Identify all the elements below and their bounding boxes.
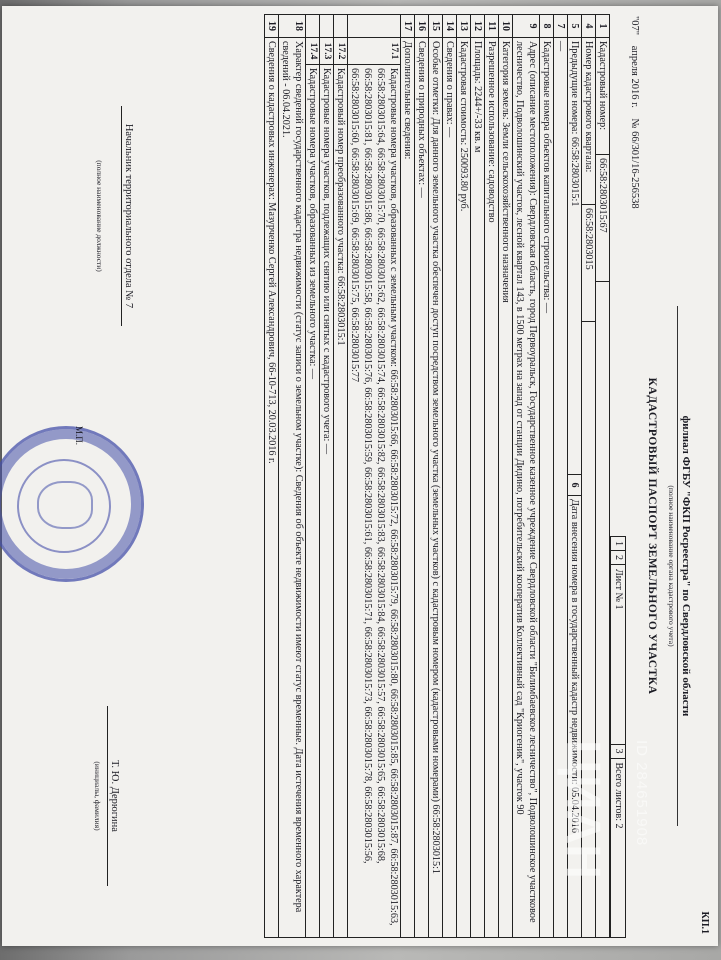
sheet-number: Лист № 1 bbox=[611, 565, 625, 745]
form-row bbox=[347, 15, 400, 937]
form-row bbox=[414, 15, 428, 937]
form-row bbox=[305, 15, 319, 937]
seal-emblem-icon bbox=[37, 481, 93, 529]
rights-value: — bbox=[444, 127, 455, 138]
row-number: 7 bbox=[554, 15, 567, 38]
organization-caption: (полное наименование органа кадастрового учета) bbox=[667, 306, 678, 826]
row-number: 4 bbox=[582, 15, 595, 38]
natural-objects-value: — bbox=[416, 187, 427, 198]
additional-info-label: Дополнительные сведения: bbox=[402, 41, 413, 160]
form-row bbox=[512, 15, 539, 937]
transformed-parcel: Кадастровый номер преобразованного участка: 66:58:2803015:1 bbox=[335, 68, 346, 346]
listing-watermark bbox=[540, 740, 660, 910]
document-title: КАДАСТРОВЫЙ ПАСПОРТ ЗЕМЕЛЬНОГО УЧАСТКА bbox=[646, 377, 658, 695]
official-name-caption: (инициалы, фамилия) bbox=[93, 761, 102, 831]
seal-place-mark: М.П. bbox=[74, 426, 84, 446]
date-month-year: апреля 2016 г. bbox=[629, 45, 640, 108]
form-row bbox=[278, 15, 305, 937]
form-row bbox=[470, 15, 484, 937]
watermark-logo: ЦИАН bbox=[556, 740, 609, 879]
row-number: 8 bbox=[540, 15, 553, 38]
official-seal-stamp bbox=[0, 426, 144, 582]
form-row bbox=[442, 15, 456, 937]
sheet-col-3: 3 bbox=[611, 745, 625, 759]
row-number: 11 bbox=[485, 15, 498, 38]
special-notes: Особые отметки: Для данного земельного участка обеспечен доступ посредством земельного участка (земельных участков) с кадастровым номером (кадастровыми номерами) 66:58:2803015:1 bbox=[430, 41, 441, 875]
organization-name: филиал ФГБУ "ФКП Росреестра" по Свердловской области bbox=[680, 415, 692, 717]
row-number: 18 bbox=[279, 15, 305, 38]
row-number: 17.1 bbox=[348, 38, 400, 65]
land-category: Категория земель: Земли сельскохозяйственного назначения bbox=[500, 41, 511, 303]
form-row bbox=[265, 15, 278, 937]
official-position-caption: (полное наименование должности) bbox=[95, 160, 104, 272]
permitted-use: Разрешенное использование: садоводство bbox=[486, 41, 497, 223]
row-7-value: — bbox=[555, 41, 566, 52]
document-number: № 66/301/16-256538 bbox=[629, 118, 640, 209]
form-row bbox=[333, 15, 347, 937]
quarter-number-value: 66:58:2803015 bbox=[582, 205, 595, 322]
form-row bbox=[498, 15, 512, 937]
row-number: 17.2 bbox=[334, 38, 347, 65]
row-number: 6 bbox=[568, 475, 581, 496]
form-row bbox=[456, 15, 470, 937]
previous-numbers: Предыдущие номера: 66:58:2803015:1 bbox=[568, 38, 581, 475]
form-row bbox=[400, 15, 414, 937]
removed-parcels-label: Кадастровые номера участков, подлежащих снятию или снятых с кадастрового учета: bbox=[321, 68, 332, 442]
row-number: 14 bbox=[443, 15, 456, 38]
removed-parcels-value: — bbox=[321, 443, 332, 455]
rights-label: Сведения о правах: bbox=[444, 41, 455, 125]
form-row bbox=[484, 15, 498, 937]
row-number: 10 bbox=[499, 15, 512, 38]
official-position: Начальник территориального отдела № 7 bbox=[121, 106, 134, 326]
row-number: 12 bbox=[471, 15, 484, 38]
quarter-number-label: Номер кадастрового квартала: bbox=[582, 38, 595, 205]
row-number: 16 bbox=[415, 15, 428, 38]
signature-block bbox=[24, 66, 144, 926]
document-date-line bbox=[629, 16, 640, 217]
row-number: 9 bbox=[513, 15, 539, 38]
watermark-id: ID 284651908 bbox=[633, 740, 650, 847]
cadastral-value: Кадастровая стоимость: 250093.80 руб. bbox=[458, 41, 469, 212]
registration-date: Дата внесения номера в государственный кадастр недвижимости: 05.04.2016 bbox=[569, 499, 580, 833]
capital-construction-label: Кадастровые номера объектов капитального строительства: bbox=[541, 41, 552, 301]
cadastral-engineers: Сведения о кадастровых инженерах: Мазурченко Сергей Александрович, 66-10-713, 20.03.2016 г. bbox=[266, 41, 277, 464]
cadastral-number-label: Кадастровый номер: bbox=[596, 38, 609, 155]
natural-objects-label: Сведения о природных объектах: bbox=[416, 41, 427, 186]
row-number: 17.4 bbox=[306, 38, 319, 65]
record-status: Характер сведений государственного кадастра недвижимости (статус записи о земельном участке): Сведения об объекте недвижимости имеют статус временные. Дата истечения временного характера сведений - 06.04.2021. bbox=[280, 41, 304, 913]
row-number: 19 bbox=[265, 15, 278, 38]
derived-parcels-value: — bbox=[307, 368, 318, 380]
derived-parcels-label: Кадастровые номера участков, образованных из земельного участка: bbox=[307, 68, 318, 367]
form-row bbox=[319, 15, 333, 937]
address-description: Адрес (описание местоположения): Свердловская область, город Первоуральск, Государственное казенное учреждение Свердловской области "Билимбаевское лесничество", Подволошинское участковое лесничество, Подволошинский участок, лесной квартал 143, в 1500 метрах на запад от станции Дидино, потребительский кооператив Коллективный сад "Криогеник", участок 90 bbox=[514, 41, 538, 923]
sheet-col-1: 1 bbox=[611, 537, 625, 551]
date-day: "07" bbox=[629, 16, 640, 36]
sheet-total: Всего листов: 2 bbox=[613, 762, 624, 829]
capital-construction-value: — bbox=[541, 302, 552, 314]
sheet-col-2: 2 bbox=[611, 551, 625, 565]
row-number: 17 bbox=[401, 15, 414, 38]
cadastral-number-value: 66:58:2803015:67 bbox=[596, 155, 609, 282]
official-name: Т. Ю. Дерюгина bbox=[107, 706, 120, 886]
form-row bbox=[428, 15, 442, 937]
row-number: 13 bbox=[457, 15, 470, 38]
form-code: КП.1 bbox=[699, 911, 710, 934]
row-number: 1 bbox=[596, 15, 609, 38]
row-number: 17.3 bbox=[320, 38, 333, 65]
formed-parcels-list: Кадастровые номера участков, образованных с земельным участком: 66:58:2803015:66, 66:58:2803015:72, 66:58:2803015:79, 66:58:2803015:80, 66:58:2803015:85, 66:58:2803015:87, 66:58:2803015:63, 66:58:2803015:64, 66:58:2803015:70, 66:58:2803015:62, 66:58:2803015:74, 66:58:2803015:82, 66:58:2803015:83, 66:58:2803015:84, 66:58:2803015:57, 66:58:2803015:65, 66:58:2803015:68, 66:58:2803015:81, 66:58:2803015:86, 66:58:2803015:58, 66:58:2803015:76, 66:58:2803015:59, 66:58:2803015:61, 66:58:2803015:71, 66:58:2803015:73, 66:58:2803015:78, 66:58:2803015:56, 66:58:2803015:60, 66:58:2803015:69, 66:58:2803015:75, 66:58:2803015:77 bbox=[349, 68, 399, 926]
row-number: 15 bbox=[429, 15, 442, 38]
row-number: 5 bbox=[568, 15, 581, 38]
area: Площадь: 2244+/-33 кв. м bbox=[472, 41, 483, 153]
